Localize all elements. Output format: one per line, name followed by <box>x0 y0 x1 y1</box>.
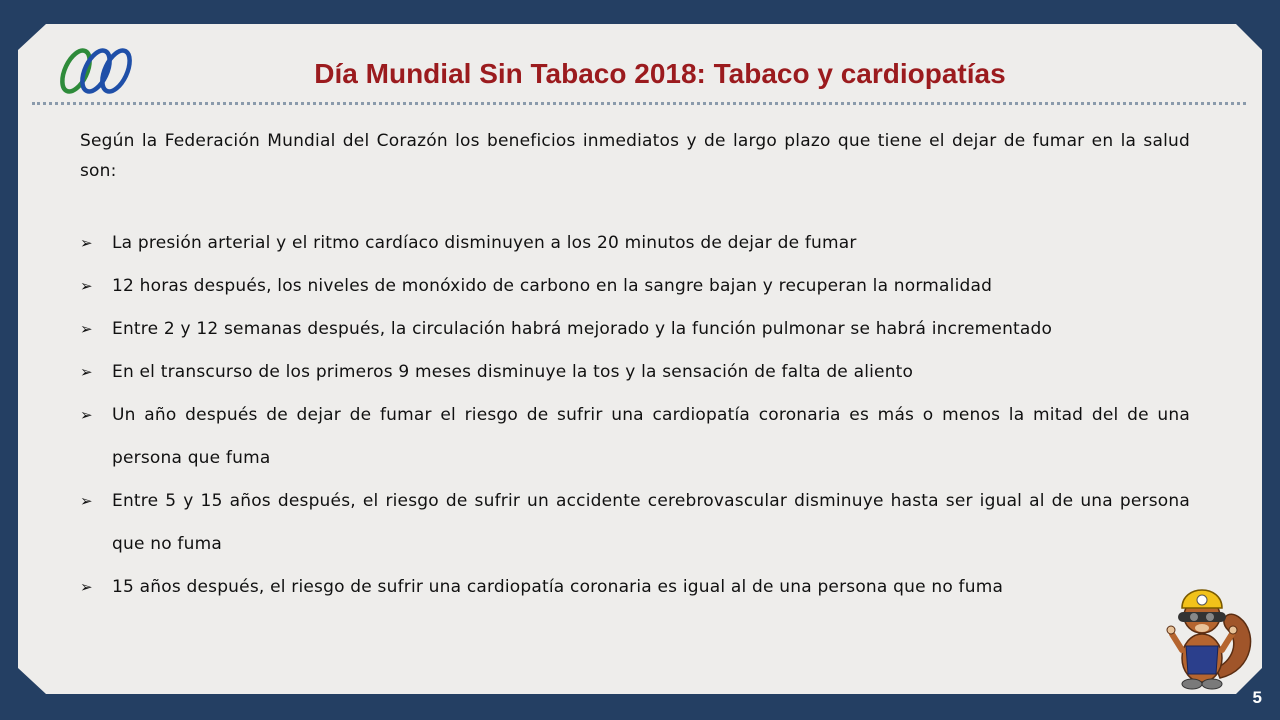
mascot-illustration <box>1162 570 1258 692</box>
benefits-list <box>80 222 1190 609</box>
title-divider <box>32 102 1246 105</box>
list-item-text: La presión arterial y el ritmo cardíaco disminuyen a los 20 minutos de dejar de fumar <box>112 233 857 253</box>
arrow-bullet-icon: ➢ <box>80 234 93 252</box>
arrow-bullet-icon: ➢ <box>80 406 93 424</box>
organization-logo <box>54 44 138 96</box>
list-item-text: 12 horas después, los niveles de monóxido de carbono en la sangre bajan y recuperan la normalidad <box>112 276 993 296</box>
list-item-text: Entre 2 y 12 semanas después, la circulación habrá mejorado y la función pulmonar se habrá incrementado <box>112 319 1053 339</box>
arrow-bullet-icon: ➢ <box>80 320 93 338</box>
list-item <box>80 308 1190 351</box>
intro-paragraph: Según la Federación Mundial del Corazón los beneficios inmediatos y de largo plazo que tiene el dejar de fumar en la salud son: <box>80 131 1190 181</box>
list-item <box>80 222 1190 265</box>
arrow-bullet-icon: ➢ <box>80 492 93 510</box>
list-item <box>80 265 1190 308</box>
page-number: 5 <box>1252 688 1262 707</box>
list-item <box>80 566 1190 609</box>
arrow-bullet-icon: ➢ <box>80 363 93 381</box>
list-item-text: Un año después de dejar de fumar el riesgo de sufrir una cardiopatía coronaria es más o menos la mitad del de una persona que fuma <box>112 405 1190 468</box>
list-item <box>80 480 1190 566</box>
list-item <box>80 351 1190 394</box>
list-item-text: Entre 5 y 15 años después, el riesgo de sufrir un accidente cerebrovascular disminuye hasta ser igual al de una persona que no fuma <box>112 491 1190 554</box>
slide-title: Día Mundial Sin Tabaco 2018: Tabaco y cardiopatías <box>314 58 1006 89</box>
list-item <box>80 394 1190 480</box>
list-item-text: En el transcurso de los primeros 9 meses disminuye la tos y la sensación de falta de aliento <box>112 362 914 382</box>
arrow-bullet-icon: ➢ <box>80 277 93 295</box>
list-item-text: 15 años después, el riesgo de sufrir una cardiopatía coronaria es igual al de una persona que no fuma <box>112 577 1004 597</box>
arrow-bullet-icon: ➢ <box>80 578 93 596</box>
